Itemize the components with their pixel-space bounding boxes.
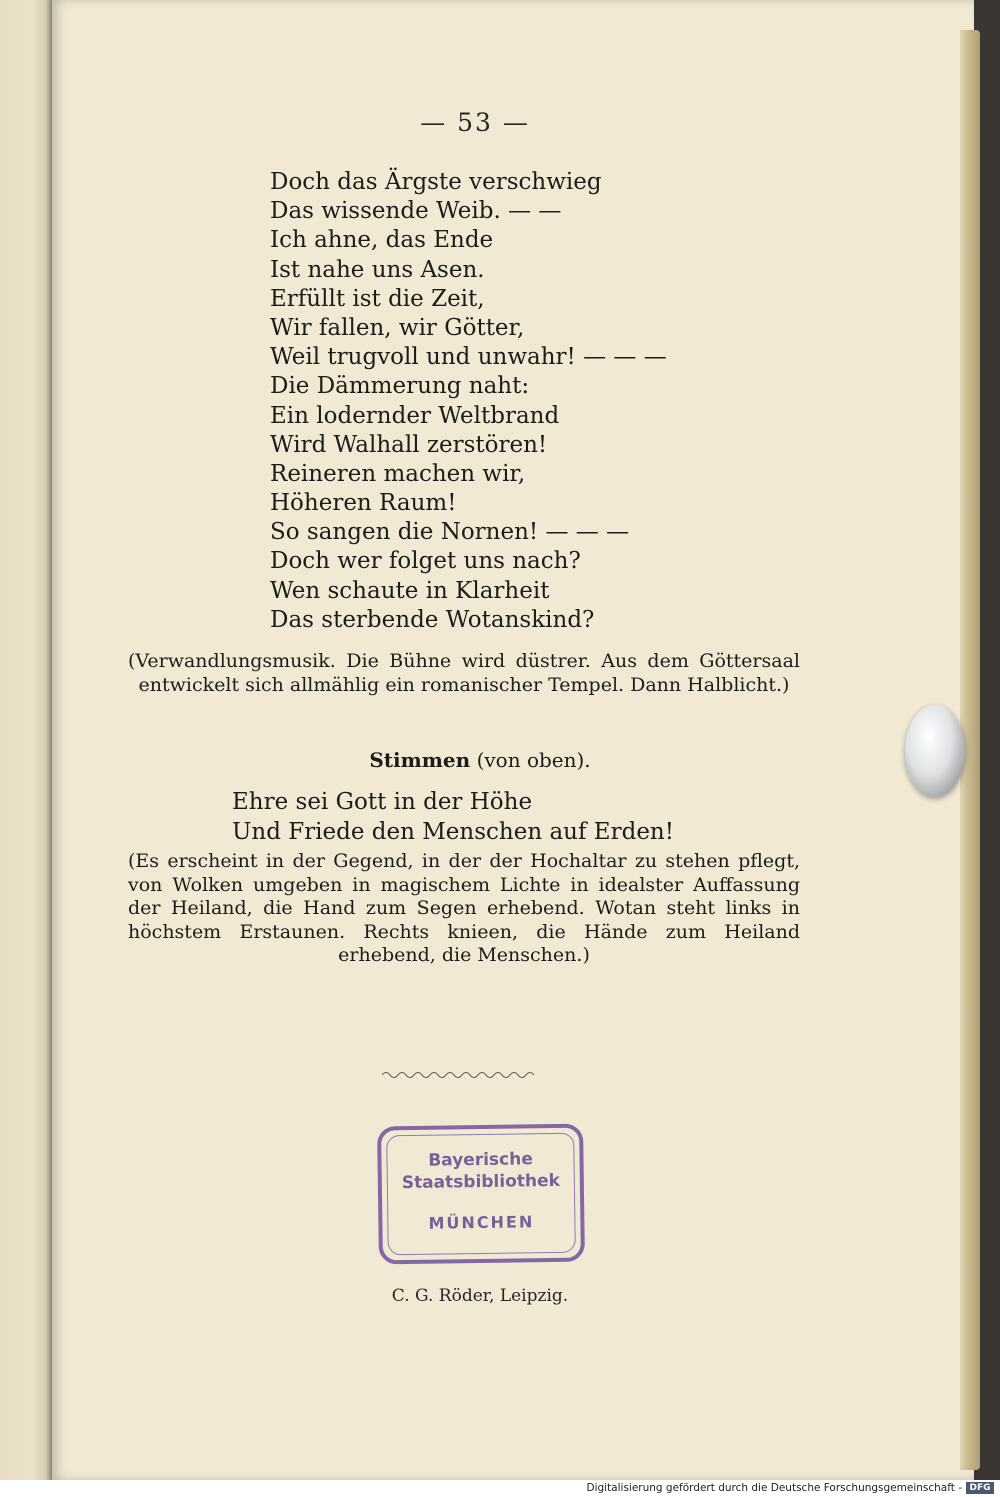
verse-line: Höheren Raum!: [270, 490, 457, 517]
stage-direction: (Verwandlungsmusik. Die Bühne wird düstrer. Aus dem Göttersaal entwickelt sich allmählig ein romanischer Tempel. Dann Halblicht.): [128, 650, 800, 696]
chorus-line: Und Friede den Menschen auf Erden!: [232, 819, 674, 845]
speaker-heading: [330, 748, 630, 772]
verse-line: Ich ahne, das Ende: [270, 227, 494, 254]
verse-line: Wir fallen, wir Götter,: [270, 314, 525, 341]
page-clip: [905, 705, 965, 797]
verse-line: Doch wer folget uns nach?: [270, 548, 581, 575]
verse-line: Erfüllt ist die Zeit,: [270, 285, 485, 312]
verse-line: Das sterbende Wotanskind?: [270, 606, 595, 633]
speaker-name: Stimmen: [369, 748, 471, 772]
printer-imprint: C. G. Röder, Leipzig.: [391, 1286, 569, 1306]
verse-line: Wen schaute in Klarheit: [270, 577, 550, 604]
facing-page-edge: [0, 0, 52, 1480]
poem-verse: [270, 168, 790, 635]
dfg-logo: DFG: [966, 1482, 994, 1494]
chorus-line: Ehre sei Gott in der Höhe: [232, 789, 533, 815]
library-stamp: [377, 1124, 585, 1265]
verse-line: Reineren machen wir,: [270, 460, 526, 487]
verse-line: Weil trugvoll und unwahr! — — —: [270, 344, 667, 371]
speaker-note: (von oben).: [476, 748, 591, 772]
verse-line: Ein lodernder Weltbrand: [270, 402, 560, 429]
chorus-verse: [232, 787, 752, 847]
verse-line: Doch das Ärgste verschwieg: [270, 169, 602, 195]
verse-line: Ist nahe uns Asen.: [270, 256, 485, 283]
funding-credit: Digitalisierung gefördert durch die Deutsche Forschungsgemeinschaft -: [586, 1482, 962, 1494]
verse-line: Das wissende Weib. — —: [270, 198, 562, 225]
stage-direction: (Es erscheint in der Gegend, in der der Hochaltar zu stehen pflegt, von Wolken umgeben in magischem Lichte in idealster Auffassung der Heiland, die Hand zum Segen erhebend. Wotan steht links in höchstem Erstaunen. Rechts knieen, die Hände zum Heiland erhebend, die Menschen.): [128, 850, 800, 966]
stamp-line: Staatsbibliothek: [401, 1170, 561, 1194]
wavy-rule-ornament: [380, 1068, 540, 1082]
verse-line: Die Dämmerung naht:: [270, 373, 530, 400]
page-number: — 53 —: [420, 108, 530, 137]
stamp-line: MÜNCHEN: [428, 1212, 535, 1233]
verse-line: Wird Walhall zerstören!: [270, 431, 548, 458]
verse-line: So sangen die Nornen! — — —: [270, 519, 630, 546]
stamp-line: Bayerische: [428, 1149, 533, 1171]
